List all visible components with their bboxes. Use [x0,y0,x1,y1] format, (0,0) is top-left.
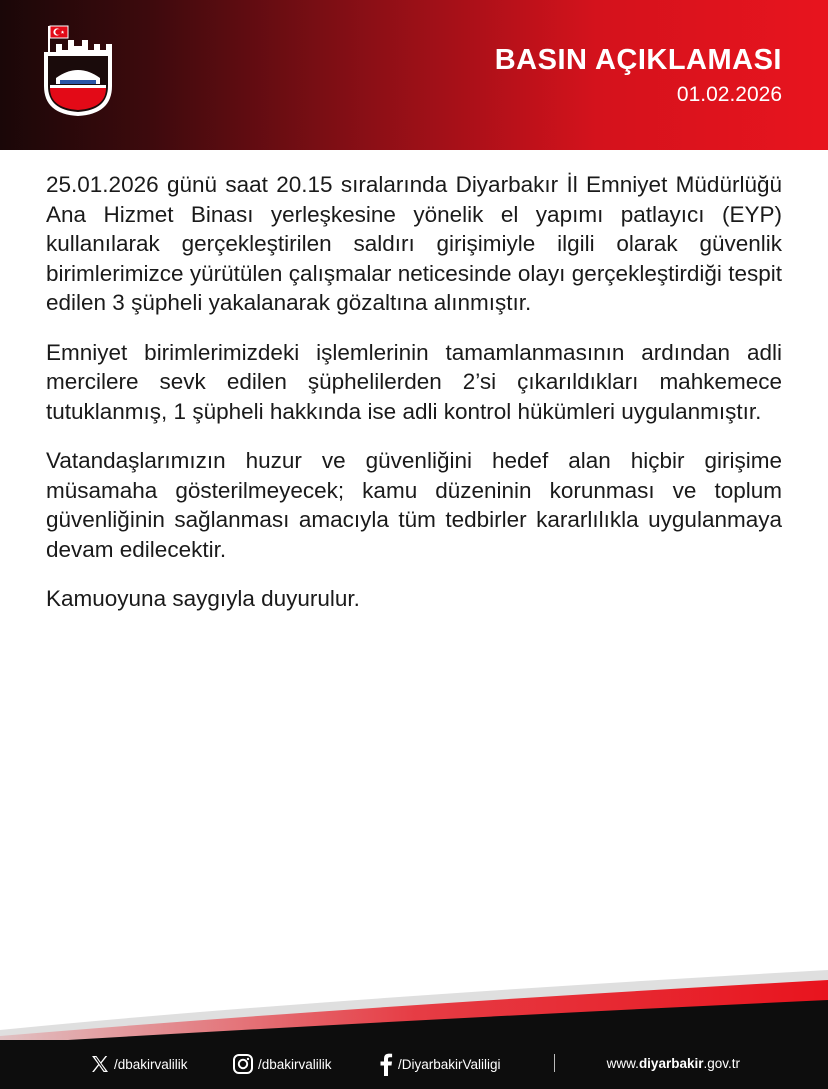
paragraph-4: Kamuoyuna saygıyla duyurulur. [46,586,360,611]
page-title: BASIN AÇIKLAMASI [494,44,782,76]
website-prefix: www. [606,1056,639,1071]
header-banner [0,0,828,150]
footer-separator [554,1054,555,1072]
x-icon [90,1054,110,1074]
paragraph-1: 25.01.2026 günü saat 20.15 sıralarında Diyarbakır İl Emniyet Müdürlüğü Ana Hizmet Binası yerleşkesine yönelik el yapımı patlayıcı (EYP) kullanılarak gerçekleştirilen saldırı girişimiyle ilgili olarak güvenlik birimlerimizce yürütülen çalışmalar neticesinde olayı gerçekleştirdiği tespit edilen 3 şüpheli yakalanarak gözaltına alınmıştır. [46,172,782,315]
x-link[interactable] [90,1052,188,1076]
x-handle: /dbakirvalilik [114,1056,188,1072]
facebook-icon [378,1052,394,1076]
instagram-link[interactable] [232,1052,332,1076]
facebook-handle: /DiyarbakirValiligi [398,1056,501,1072]
website-link[interactable] [607,1056,740,1071]
website-domain: diyarbakir [638,1056,704,1071]
footer-swoosh [0,960,828,1050]
release-date: 01.02.2026 [676,83,782,106]
paragraph-3: Vatandaşlarımızın huzur ve güvenliğini hedef alan hiçbir girişime müsamaha gösterilmeyecek; kamu düzeninin korunması ve toplum güvenliğinin sağlanması amacıyla tüm tedbirler kararlılıkla uygulanmaya devam edilecektir. [46,448,782,562]
website-suffix: .gov.tr [703,1056,740,1071]
press-release-body [46,170,782,634]
instagram-icon [232,1053,254,1075]
diyarbakir-governorship-logo [38,22,118,120]
instagram-handle: /dbakirvalilik [258,1056,332,1072]
paragraph-2: Emniyet birimlerimizdeki işlemlerinin tamamlanmasının ardından adli mercilere sevk edilen şüphelilerden 2’si çıkarıldıkları mahkemece tutuklanmış, 1 şüpheli hakkında ise adli kontrol hükümleri uygulanmıştır. [46,339,782,424]
facebook-link[interactable] [378,1052,501,1076]
